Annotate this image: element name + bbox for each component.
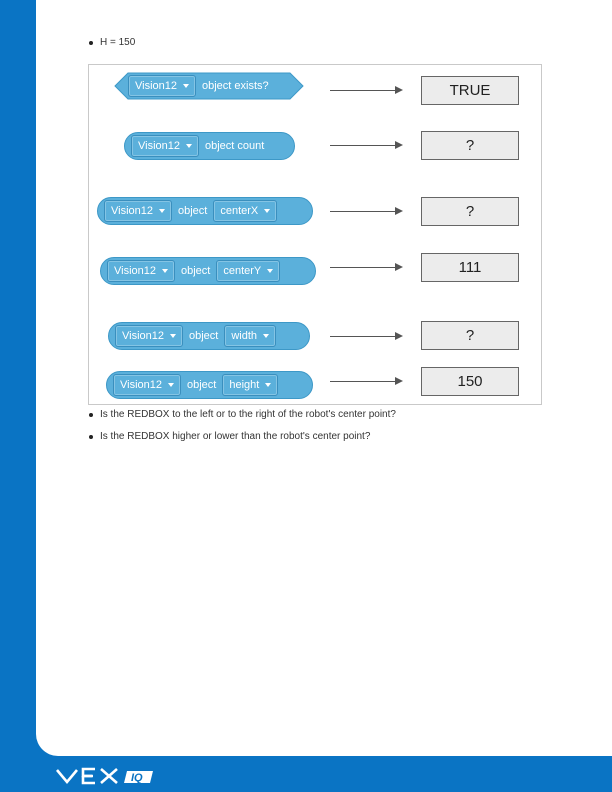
chevron-down-icon	[159, 209, 165, 213]
block-width	[108, 322, 310, 350]
sensor-dropdown[interactable]	[115, 325, 183, 347]
sensor-dropdown[interactable]	[128, 75, 196, 97]
vision-sensor-figure	[88, 64, 542, 405]
block-height	[106, 371, 313, 399]
block-text: object exists?	[202, 80, 269, 92]
bullet-question-higher-lower: Is the REDBOX higher or lower than the robot's center point?	[100, 431, 371, 442]
chevron-down-icon	[162, 269, 168, 273]
result-box: ?	[421, 131, 519, 160]
sensor-name: Vision12	[120, 379, 162, 391]
result-box: 111	[421, 253, 519, 282]
property-name: width	[231, 330, 258, 342]
block-text: object	[181, 265, 211, 277]
sensor-name: Vision12	[111, 205, 153, 217]
sensor-name: Vision12	[138, 140, 180, 152]
block-object-exists	[114, 72, 304, 100]
property-name: centerY	[223, 265, 262, 277]
sensor-dropdown[interactable]	[131, 135, 199, 157]
result-box: 150	[421, 367, 519, 396]
arrow-icon	[330, 145, 396, 146]
sensor-name: Vision12	[135, 80, 177, 92]
block-text: object	[178, 205, 208, 217]
arrow-icon	[330, 267, 396, 268]
arrow-icon	[330, 90, 396, 91]
sensor-dropdown[interactable]	[107, 260, 175, 282]
arrow-icon	[330, 381, 396, 382]
property-dropdown[interactable]	[216, 260, 280, 282]
chevron-down-icon	[170, 334, 176, 338]
sensor-dropdown[interactable]	[104, 200, 172, 222]
block-text: object	[187, 379, 217, 391]
property-dropdown[interactable]	[224, 325, 276, 347]
sensor-name: Vision12	[114, 265, 156, 277]
block-text: object count	[205, 140, 265, 152]
bullet-h-value: H = 150	[100, 37, 136, 48]
chevron-down-icon	[267, 269, 273, 273]
bullet-question-left-right: Is the REDBOX to the left or to the right of the robot's center point?	[100, 409, 396, 420]
block-text: object	[189, 330, 219, 342]
vex-iq-logo	[55, 766, 155, 791]
sensor-dropdown[interactable]	[113, 374, 181, 396]
svg-text:IQ: IQ	[131, 772, 143, 784]
property-name: height	[229, 379, 260, 391]
property-dropdown[interactable]	[222, 374, 278, 396]
block-center-x	[97, 197, 313, 225]
property-dropdown[interactable]	[213, 200, 277, 222]
arrow-icon	[330, 336, 396, 337]
block-object-count	[124, 132, 295, 160]
chevron-down-icon	[168, 383, 174, 387]
sensor-name: Vision12	[122, 330, 164, 342]
block-center-y	[100, 257, 316, 285]
chevron-down-icon	[263, 334, 269, 338]
property-name: centerX	[220, 205, 259, 217]
result-box: ?	[421, 321, 519, 350]
chevron-down-icon	[264, 209, 270, 213]
chevron-down-icon	[186, 144, 192, 148]
arrow-icon	[330, 211, 396, 212]
chevron-down-icon	[265, 383, 271, 387]
chevron-down-icon	[183, 84, 189, 88]
result-box: ?	[421, 197, 519, 226]
result-box: TRUE	[421, 76, 519, 105]
